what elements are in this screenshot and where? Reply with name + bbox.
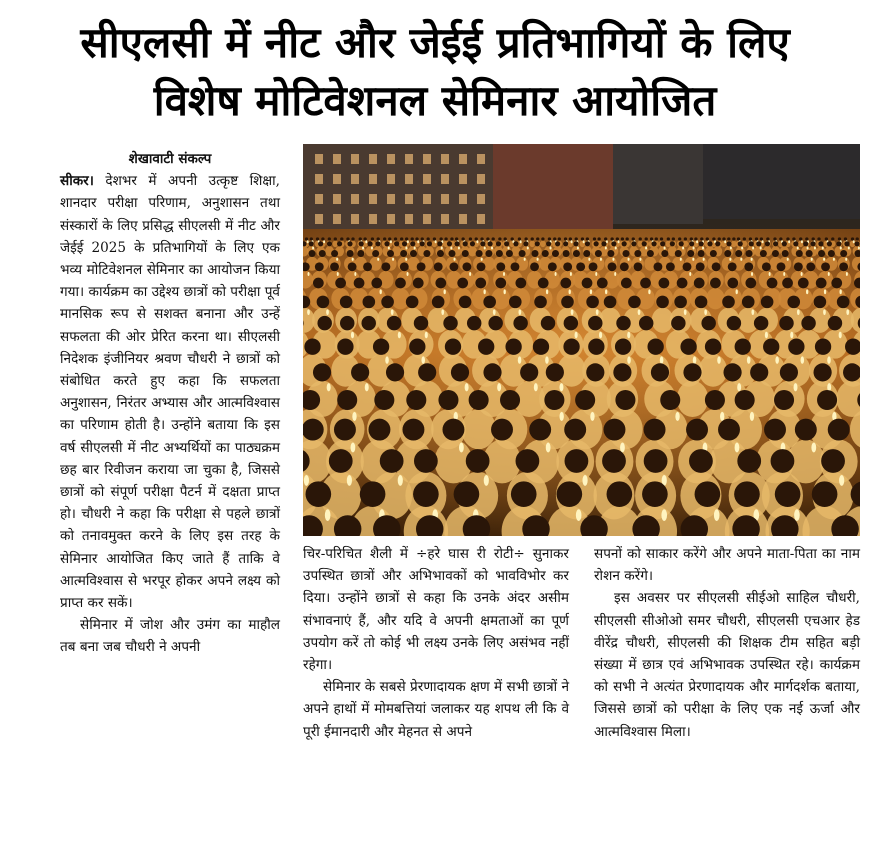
headline	[0, 14, 870, 130]
article-paragraph-1	[60, 170, 280, 614]
candle-ceremony-photo	[303, 144, 860, 536]
headline-line-2: विशेष मोटिवेशनल सेमिनार आयोजित	[153, 76, 717, 125]
paragraph-1-text: देशभर में अपनी उत्कृष्ट शिक्षा, शानदार परीक्षा परिणाम, अनुशासन तथा संस्कारों के लिए प्रसिद्ध सीएलसी में नीट और जेईई 2025 के प्रतिभागियों के लिए एक भव्य मोटिवेशनल सेमिनार का आयोजन किया गया। कार्यक्रम का उद्देश्य छात्रों को परीक्षा पूर्व मानसिक रूप से सशक्त बनाना और उन्हें सफलता की ओर प्रेरित करना था। सीएलसी निदेशक इंजीनियर श्रवण चौधरी ने छात्रों को संबोधित करते हुए कहा कि सफलता अनुशासन, निरंतर अभ्यास और आत्मविश्वास का परिणाम होती है। उन्होंने बताया कि इस वर्ष सीएलसी में नीट अभ्यर्थियों का पाठ्यक्रम छह बार रिवीजन कराया जा चुका है, जिससे छात्रों को संपूर्ण परीक्षा पैटर्न में दक्षता प्राप्त हो। चौधरी ने कहा कि परीक्षा से पहले छात्रों को तनावमुक्त करने के लिए इस तरह के सेमिनार आयोजित किए जाते हैं ताकि वे आत्मविश्वास से भरपूर होकर अपने लक्ष्य को प्राप्त कर सकें।	[60, 173, 280, 612]
paragraph-3-continued: सपनों को साकार करेंगे और अपने माता-पिता का नाम रोशन करेंगे।	[594, 546, 860, 585]
byline: शेखावाटी संकल्प	[128, 151, 212, 167]
paragraph-2-continued: चिर-परिचित शैली में ÷हरे घास री रोटी÷ सुनाकर उपस्थित छात्रों और अभिभावकों को भावविभोर कर दिया। उन्होंने छात्रों से कहा कि उनके अंदर असीम संभावनाएं हैं, और यदि वे अपनी क्षमताओं का पूर्ण उपयोग करें तो कोई भी लक्ष्य उनके लिए असंभव नहीं रहेगा।	[303, 546, 569, 674]
photo-illustration	[303, 144, 860, 536]
article-paragraph-4: इस अवसर पर सीएलसी सीईओ साहिल चौधरी, सीएलसी सीओओ समर चौधरी, सीएलसी एचआर हेड वीरेंद्र चौधरी, सीएलसी की शिक्षक टीम सहित बड़ी संख्या में छात्र एवं अभिभावक उपस्थित रहे। कार्यक्रम को सभी ने अत्यंत प्रेरणादायक और मार्गदर्शक बताया, जिससे छात्रों को परीक्षा के लिए एक नई ऊर्जा और आत्मविश्वास मिला।	[594, 590, 860, 740]
dateline: सीकर।	[60, 173, 94, 190]
article-paragraph-2: सेमिनार में जोश और उमंग का माहौल तब बना जब चौधरी ने अपनी	[60, 617, 280, 656]
article-paragraph-3: सेमिनार के सबसे प्रेरणादायक क्षण में सभी छात्रों ने अपने हाथों में मोमबत्तियां जलाकर यह शपथ ली कि वे पूरी ईमानदारी और मेहनत से अपने	[303, 679, 569, 740]
headline-line-1: सीएलसी में नीट और जेईई प्रतिभागियों के लिए	[80, 18, 790, 67]
article-column-2	[303, 543, 569, 743]
article-column-3	[594, 543, 860, 743]
article-column-1	[60, 148, 280, 659]
